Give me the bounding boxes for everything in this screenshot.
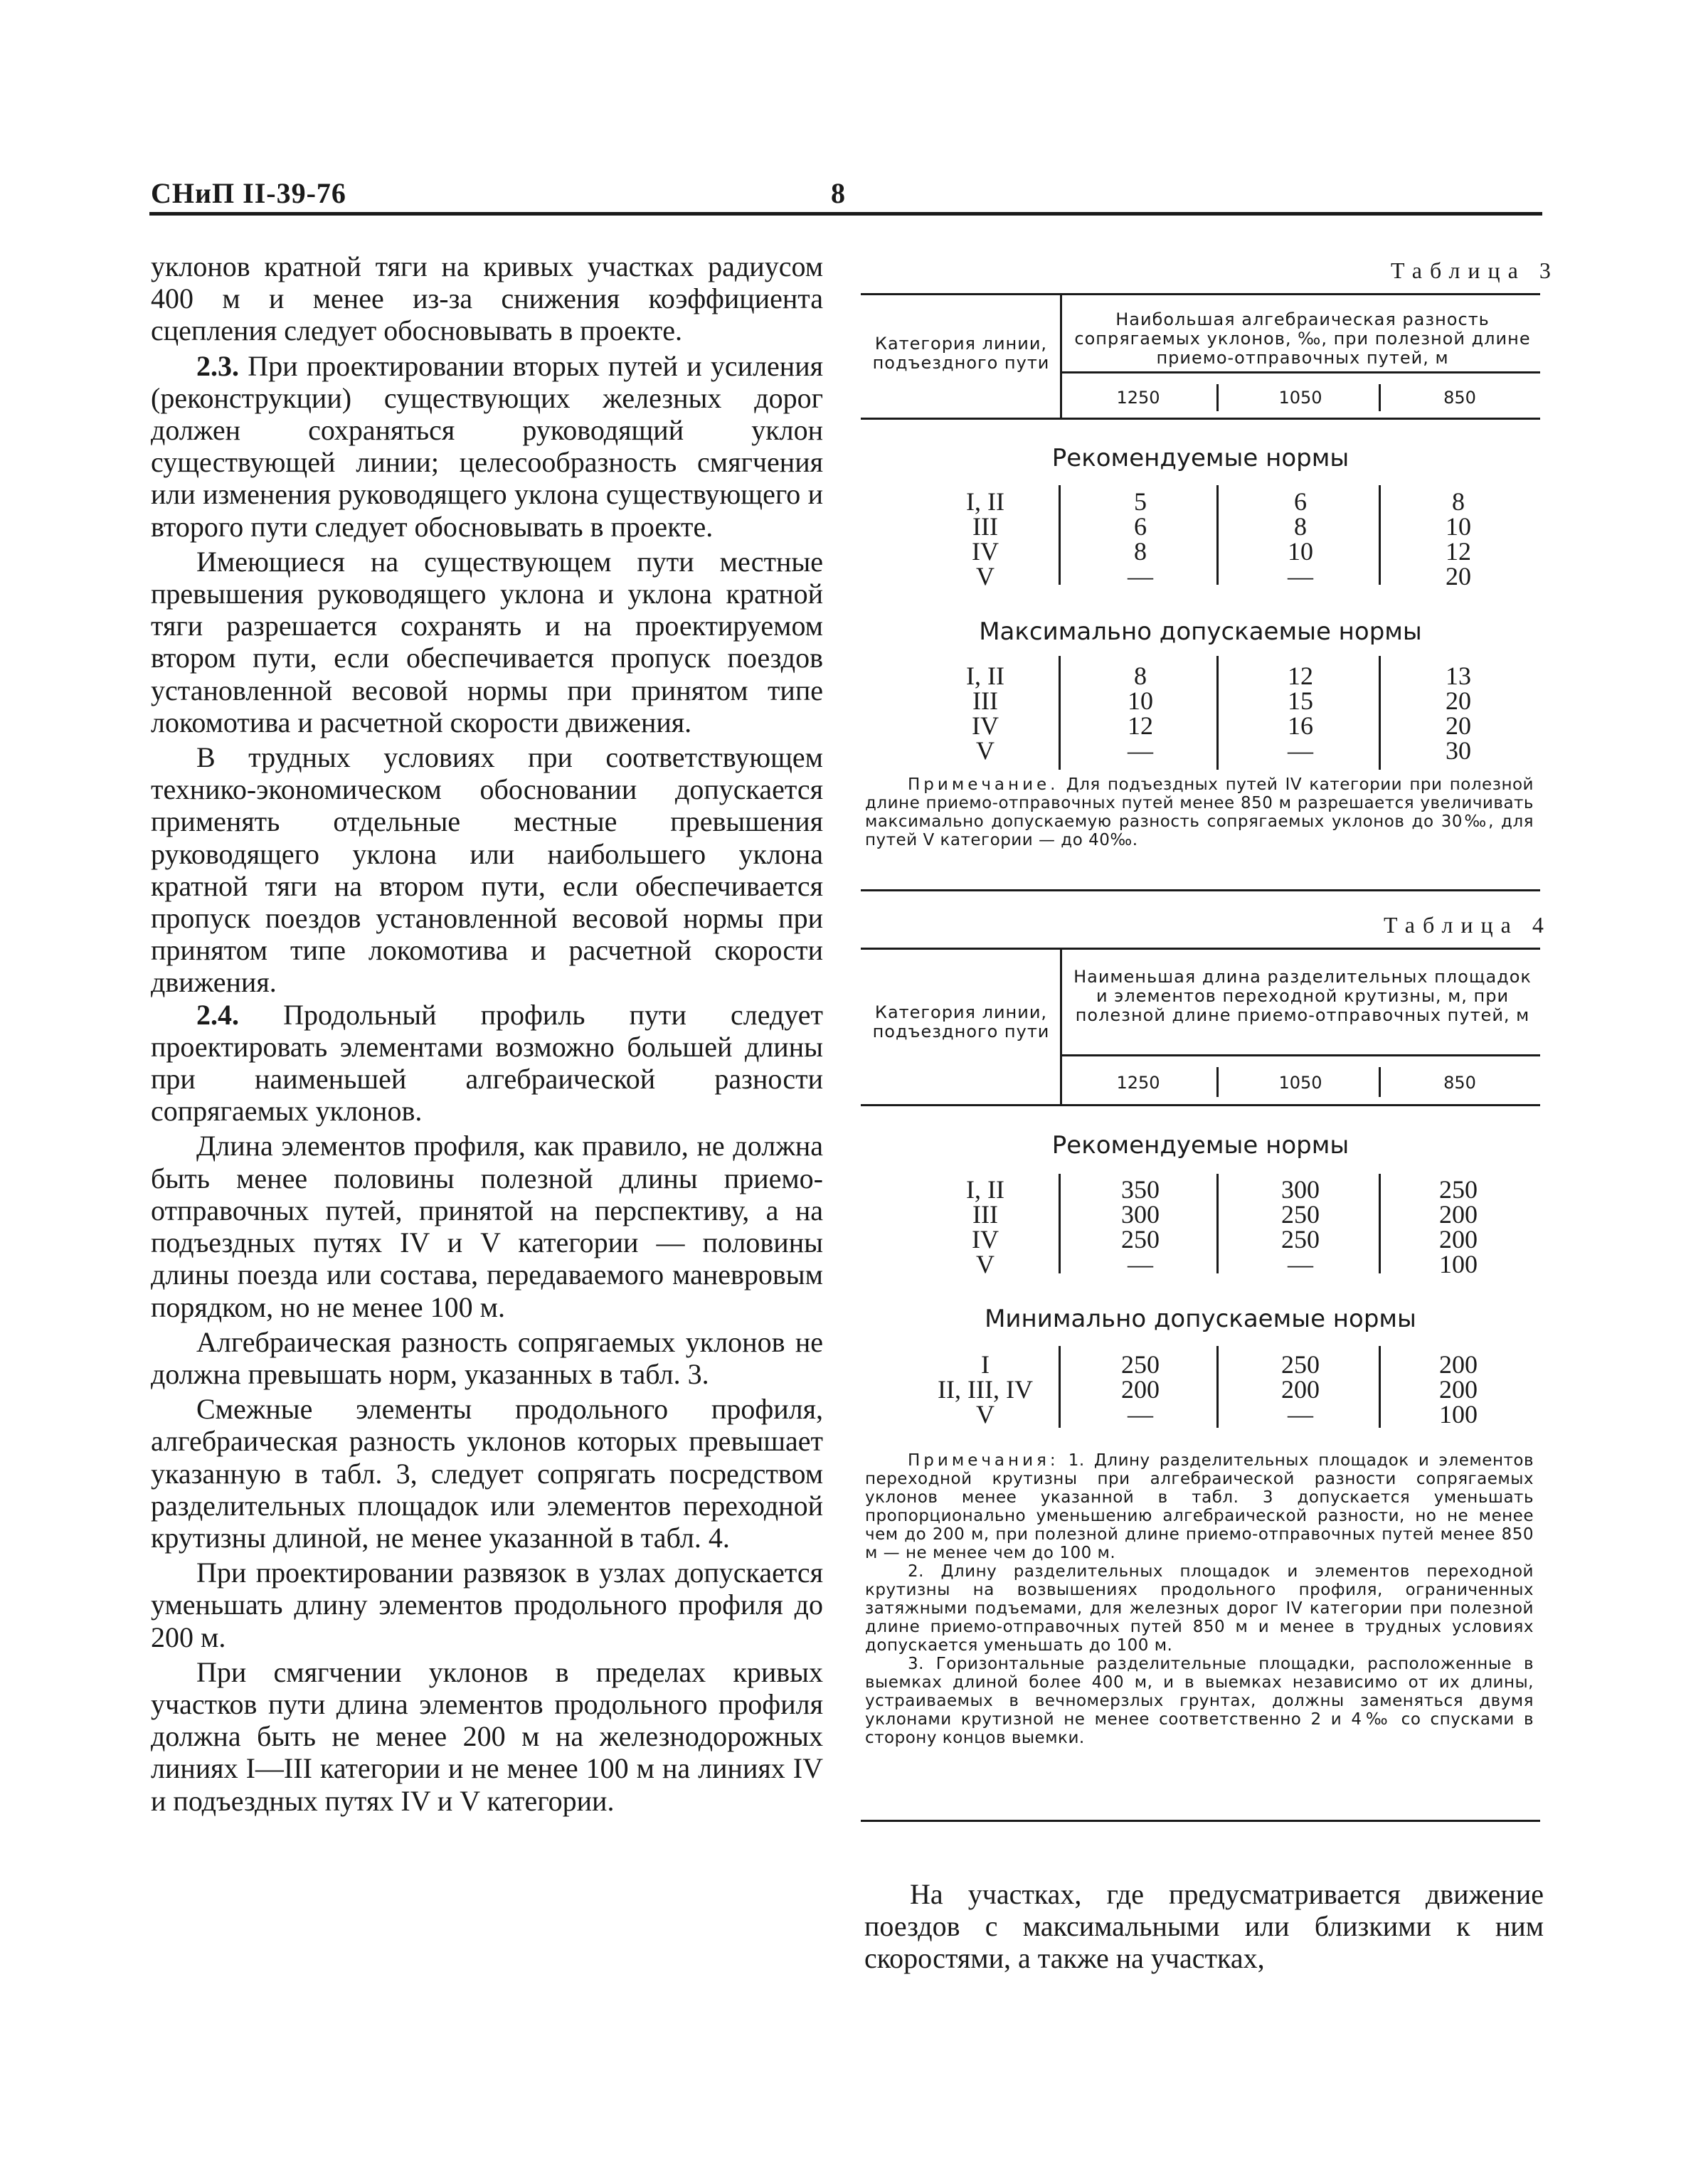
table-rule [1060, 293, 1062, 418]
table-3 [861, 293, 1540, 892]
length-header: 1250 [1116, 388, 1160, 408]
row-category: IV [972, 711, 999, 740]
table-cell: 200 [1439, 1200, 1478, 1229]
row-category: V [976, 736, 995, 765]
table-rule [1379, 1346, 1381, 1428]
table-cell: 200 [1281, 1375, 1320, 1404]
table-cell: 200 [1439, 1375, 1478, 1404]
table-cell: — [1128, 736, 1153, 765]
table-rule [1216, 1346, 1219, 1428]
table-cell: 200 [1121, 1375, 1160, 1404]
table-rule [1379, 656, 1381, 770]
table-cell: 10 [1128, 687, 1153, 715]
paragraph-2-3: 2.3. При проектировании вторых путей и усиления (реконструкции) существующих железных дорог должен сохраняться руководящий уклон существующей линии; целесообразность смягчения или изменения руководящего уклона существующего и второго пути следует обосновывать в проекте. [151, 349, 823, 543]
table-rule [861, 418, 1540, 420]
paragraph: Смежные элементы продольного профиля, алгебраическая разность уклонов которых превышает указанную в табл. 3, следует сопрягать посредством разделительных площадок или элементов переходной крутизны длиной, не менее указанной в табл. 4. [151, 1393, 823, 1554]
table-rule [1060, 948, 1062, 1104]
table-cell: 350 [1121, 1175, 1160, 1204]
table-4-caption: Таблица 4 [1384, 912, 1552, 938]
table-cell: 12 [1128, 711, 1153, 740]
row-category: I, II [966, 662, 1004, 690]
paragraph: Имеющиеся на существующем пути местные превышения руководящего уклона и уклона кратной тяги разрешается сохранять и на проектируемом втором пути, если обеспечивается пропуск поездов установленной весовой нормы при принятом типе локомотива и расчетной скорости движения. [151, 545, 823, 738]
column-header-category: Категория линии, подъездного пути [872, 334, 1050, 373]
table-cell: — [1288, 1400, 1313, 1428]
table-4-notes: Примечания: 1. Длину разделительных площадок и элементов переходной крутизны при алгебраической разности сопрягаемых уклонов менее указанной в табл. 3 допускается уменьшать пропорционально уменьшению алгебраической разности, но не менее чем до 200 м, при полезной длине приемо-отправочных путей менее 850 м — не менее чем до 100 м. 2. Длину разделительных площадок и элементов переходной крутизны на возвышениях продольного профиля, ограниченных затяжными подъемами, для железных дорог IV категории при полезной длине приемо-отправочных путей 850 м и менее в трудных условиях допускается уменьшать до 100 м. 3. Горизонтальные разделительные площадки, расположенные в выемках длиной более 400 м, и в выемках независимо от их длины, устраиваемых в вечномерзлых грунтах, должны заменяться двумя уклонами крутизной не менее соответственно 2 и 4‰ со спусками в сторону концов выемки. [865, 1451, 1534, 1747]
column-header-category: Категория линии, подъездного пути [872, 1002, 1050, 1041]
table-cell: 10 [1288, 537, 1313, 566]
paragraph-2-4: 2.4. Продольный профиль пути следует проектировать элементами возможно большей длины при наименьшей алгебраической разности сопрягаемых уклонов. [151, 998, 823, 1128]
table-cell: 300 [1121, 1200, 1160, 1229]
row-category: V [976, 1400, 995, 1428]
paragraph: Длина элементов профиля, как правило, не должна быть менее половины полезной длины приемо-отправочных путей, принятой на перспективу, а на подъездных путях IV и V категории — половины длины поезда или состава, передаваемого маневровым порядком, но не менее 100 м. [151, 1130, 823, 1323]
row-category: III [972, 687, 998, 715]
column-header-span: Наибольшая алгебраическая разность сопрягаемых уклонов, ‰, при полезной длине приемо-отправочных путей, м [1074, 309, 1531, 368]
table-3-caption: Таблица 3 [1391, 258, 1559, 283]
table-cell: 30 [1446, 736, 1471, 765]
page-number: 8 [831, 177, 845, 209]
table-cell: — [1288, 1250, 1313, 1278]
table-cell: 200 [1439, 1225, 1478, 1253]
table-cell: 300 [1281, 1175, 1320, 1204]
table-cell: 16 [1288, 711, 1313, 740]
table-cell: — [1128, 562, 1153, 590]
table-cell: 8 [1294, 512, 1307, 541]
table-cell: 6 [1294, 487, 1307, 516]
table-cell: 8 [1452, 487, 1465, 516]
table-rule [1216, 1174, 1219, 1273]
table-rule [861, 1820, 1540, 1822]
table-rule [861, 889, 1540, 891]
table-rule [1379, 1067, 1381, 1097]
length-header: 1050 [1278, 388, 1322, 408]
table-rule [1379, 485, 1381, 585]
row-category: I, II [966, 487, 1004, 516]
table-rule [1059, 1174, 1061, 1273]
table-rule [861, 948, 1540, 950]
group-title: Минимально допускаемые нормы [985, 1305, 1416, 1333]
table-rule [1059, 485, 1061, 585]
group-title: Максимально допускаемые нормы [979, 617, 1422, 646]
table-cell: 10 [1446, 512, 1471, 541]
table-cell: 5 [1134, 487, 1147, 516]
column-header-span: Наименьшая длина разделительных площадок и элементов переходной крутизны, м, при полезной длине приемо-отправочных путей, м [1073, 967, 1532, 1025]
table-cell: 20 [1446, 562, 1471, 590]
row-category: IV [972, 1225, 999, 1253]
row-category: II, III, IV [938, 1375, 1033, 1404]
row-category: III [972, 512, 998, 541]
left-column-text [151, 250, 823, 1817]
table-cell: — [1288, 736, 1313, 765]
table-cell: 12 [1288, 662, 1313, 690]
document-code: СНиП II-39-76 [151, 177, 346, 209]
table-cell: 100 [1439, 1250, 1478, 1278]
paragraph: На участках, где предусматривается движение поездов с максимальными или близкими к ним скоростями, а также на участках, [864, 1878, 1544, 1975]
table-cell: 250 [1439, 1175, 1478, 1204]
table-cell: 15 [1288, 687, 1313, 715]
group-title: Рекомендуемые нормы [1051, 1131, 1349, 1160]
table-rule [1216, 1067, 1219, 1097]
table-rule [1379, 1174, 1381, 1273]
length-header: 1250 [1116, 1073, 1160, 1093]
table-rule [1060, 1054, 1540, 1056]
table-cell: 250 [1281, 1225, 1320, 1253]
right-column-text [864, 1878, 1544, 1975]
length-header: 850 [1443, 1073, 1476, 1093]
table-cell: 250 [1121, 1350, 1160, 1379]
table-3-note: Примечание. Для подъездных путей IV категории при полезной длине приемо-отправочных путей менее 850 м разрешается увеличивать максимально допускаемую разность сопрягаемых уклонов до 30‰, для путей V категории — до 40‰. [865, 775, 1534, 849]
table-rule [861, 1104, 1540, 1106]
header-divider [149, 212, 1542, 216]
paragraph: При смягчении уклонов в пределах кривых участков пути длина элементов продольного профиля должна быть не менее 200 м на железнодорожных линиях I—III категории и не менее 100 м на линиях IV и подъездных путях IV и V категории. [151, 1655, 823, 1817]
row-category: V [976, 1250, 995, 1278]
table-cell: — [1288, 562, 1313, 590]
table-rule [1379, 384, 1381, 411]
table-cell: — [1128, 1250, 1153, 1278]
row-category: I, II [966, 1175, 1004, 1204]
row-category: I [981, 1350, 990, 1379]
row-category: IV [972, 537, 999, 566]
table-cell: 200 [1439, 1350, 1478, 1379]
table-rule [1216, 485, 1219, 585]
row-category: III [972, 1200, 998, 1229]
table-cell: 250 [1281, 1200, 1320, 1229]
paragraph: При проектировании развязок в узлах допускается уменьшать длину элементов продольного профиля до 200 м. [151, 1557, 823, 1653]
row-category: V [976, 562, 995, 590]
table-cell: 12 [1446, 537, 1471, 566]
paragraph: В трудных условиях при соответствующем технико-экономическом обосновании допускается применять отдельные местные превышения руководящего уклона или наибольшего уклона кратной тяги на втором пути, если обеспечивается пропуск поездов установленной весовой нормы при принятом типе локомотива и расчетной скорости движения. [151, 741, 823, 999]
table-cell: 20 [1446, 687, 1471, 715]
group-title: Рекомендуемые нормы [1051, 444, 1349, 472]
table-cell: 8 [1134, 662, 1147, 690]
table-4 [861, 948, 1540, 1823]
table-cell: 13 [1446, 662, 1471, 690]
table-rule [1216, 656, 1219, 770]
table-rule [1216, 384, 1219, 411]
paragraph: Алгебраическая разность сопрягаемых уклонов не должна превышать норм, указанных в табл. 3. [151, 1325, 823, 1390]
table-cell: 8 [1134, 537, 1147, 566]
table-cell: 20 [1446, 711, 1471, 740]
table-rule [861, 293, 1540, 295]
table-cell: 250 [1121, 1225, 1160, 1253]
paragraph: уклонов кратной тяги на кривых участках радиусом 400 м и менее из-за снижения коэффициента сцепления следует обосновывать в проекте. [151, 250, 823, 347]
length-header: 1050 [1278, 1073, 1322, 1093]
table-cell: 6 [1134, 512, 1147, 541]
table-rule [1060, 371, 1540, 373]
length-header: 850 [1443, 388, 1476, 408]
table-cell: — [1128, 1400, 1153, 1428]
table-rule [1059, 656, 1061, 770]
table-cell: 100 [1439, 1400, 1478, 1428]
table-cell: 250 [1281, 1350, 1320, 1379]
